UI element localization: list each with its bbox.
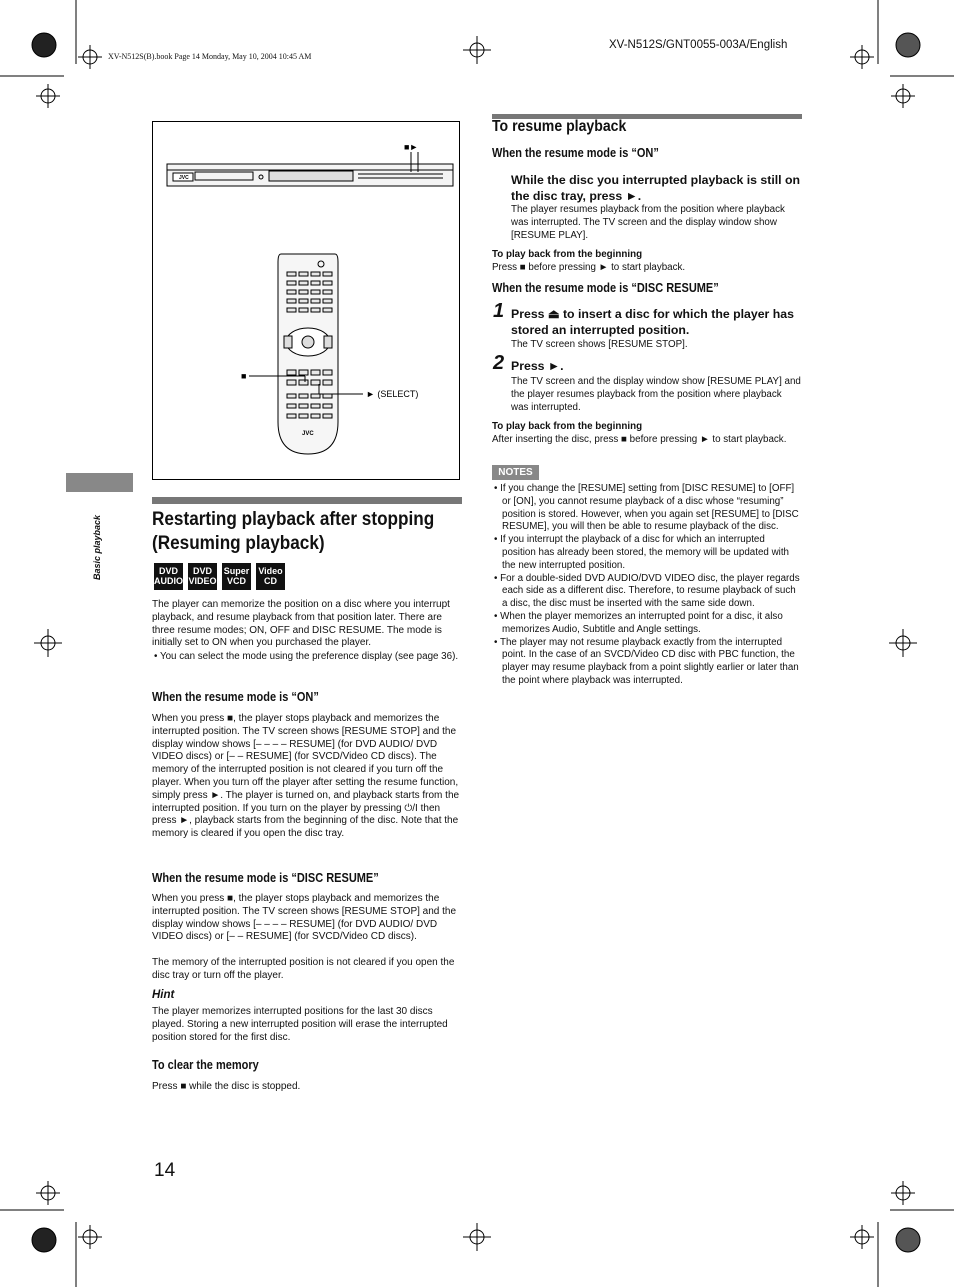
on-heading: When the resume mode is “ON” — [152, 690, 319, 704]
select-label: ► (SELECT) — [366, 389, 419, 399]
right-on-heading: When the resume mode is “ON” — [492, 146, 659, 160]
step-2-text: The TV screen and the display window show [RESUME PLAY] and the player resumes playback from the position where playback was interrupted. — [511, 376, 801, 413]
file-info: XV-N512S(B).book Page 14 Monday, May 10, 2004 10:45 AM — [108, 52, 312, 61]
note-item: • If you interrupt the playback of a disc for which an interrupted position has already been stored, the memory will be updated with the new interrupted position. — [494, 534, 789, 571]
stop-label: ■ — [241, 371, 247, 381]
begin-text-1: Press ■ before pressing ► to start playback. — [492, 262, 686, 273]
title-rule — [152, 497, 462, 504]
begin-label-1: To play back from the beginning — [492, 249, 643, 260]
disc-resume-text-2: The memory of the interrupted position is not cleared if you open the disc tray or turn off the player. — [152, 957, 455, 981]
hint-label: Hint — [152, 989, 175, 1001]
intro-text: The player can memorize the position on a disc where you interrupt playback, and resume playback from that position later. There are three resume modes; ON, OFF and DISC RESUME. The mode is initially set to ON when you purchased the player. — [152, 599, 450, 649]
step-2: Press ►. — [511, 359, 564, 373]
step-1-number: 1 — [493, 300, 505, 322]
dvd-video-icon: DVD VIDEO — [188, 563, 217, 590]
model-number: XV-N512S/GNT0055-003A/English — [609, 39, 788, 51]
hint-text: The player memorizes interrupted positions for the last 30 discs played. Storing a new interrupted position will erase the interrupted position stored for the first disc. — [152, 1006, 448, 1043]
clear-text: Press ■ while the disc is stopped. — [152, 1081, 301, 1092]
disc-resume-heading: When the resume mode is “DISC RESUME” — [152, 871, 379, 885]
video-cd-icon: Video CD — [256, 563, 285, 590]
note-item: • When the player memorizes an interrupted point for a disc, it also memorizes Audio, Subtitle and Angle settings. — [494, 610, 783, 635]
right-disc-heading: When the resume mode is “DISC RESUME” — [492, 281, 719, 295]
title-line-2: (Resuming playback) — [152, 532, 325, 554]
step-1-text: The TV screen shows [RESUME STOP]. — [511, 339, 688, 350]
notes-badge: NOTES — [492, 465, 539, 480]
begin-text-2: After inserting the disc, press ■ before pressing ► to start playback. — [492, 434, 787, 445]
on-step-text: The player resumes playback from the position where playback was interrupted. The TV screen and the display window show [RESUME PLAY]. — [511, 204, 785, 241]
begin-label-2: To play back from the beginning — [492, 421, 643, 432]
notes-list — [492, 483, 800, 688]
title-line-1: Restarting playback after stopping — [152, 508, 435, 530]
stop-play-label: ■► — [404, 142, 419, 152]
dvd-audio-icon: DVD AUDIO — [154, 563, 183, 590]
intro-bullet: • You can select the mode using the preference display (see page 36). — [154, 651, 459, 662]
note-item: • The player may not resume playback exactly from the interrupted point. In the case of an SVCD/Video CD disc with PBC function, the player may resume playback from a point slightly earlier or later than the point where playback was interrupted. — [494, 636, 799, 686]
on-step: While the disc you interrupted playback is still on the disc tray, press ►. — [511, 173, 801, 203]
on-text: When you press ■, the player stops playback and memorizes the interrupted position. The TV screen shows [RESUME STOP] and the display window shows [– – – – RESUME] (for DVD AUDIO/ DVD VIDEO discs) or [– – RESUME] (for SVCD/Video CD discs). The memory of the interrupted position is not cleared if you turn off the player. When you turn off the player after setting the resume function, simply press ►. The player is turned on, and playback starts from the interrupted position. If you turn on the player by pressing ⏻/I then press ►, playback starts from the beginning of the disc. Note that the memory is cleared if you open the disc tray. — [152, 713, 460, 840]
page-number: 14 — [154, 1160, 176, 1181]
svcd-icon: Super VCD — [222, 563, 251, 590]
step-2-number: 2 — [493, 352, 505, 374]
player-and-remote-drawing — [153, 122, 459, 479]
player-brand: JVC — [179, 175, 189, 181]
section-tab — [66, 473, 133, 492]
disc-resume-text-1: When you press ■, the player stops playback and memorizes the interrupted position. The TV screen shows [RESUME STOP] and the display window shows [– – – – RESUME] (for DVD AUDIO/ DVD VIDEO discs) or [– – RESUME] (for SVCD/Video CD discs). — [152, 893, 457, 943]
device-illustration — [152, 121, 460, 480]
note-item: • For a double-sided DVD AUDIO/DVD VIDEO disc, the player regards each side as a different disc. Therefore, to resume playback of such a disc, the disc must be inserted with the same side down. — [494, 572, 800, 610]
section-title — [152, 507, 512, 555]
resume-title: To resume playback — [492, 118, 627, 135]
side-label: Basic playback — [92, 514, 102, 580]
note-item: • If you change the [RESUME] setting from [DISC RESUME] to [OFF] or [ON], you cannot resume playback of a disc whose “resuming” position is stored. However, when you again set [RESUME] to [DISC RESUME], you will then be able to resume playback of the disc. — [494, 483, 799, 533]
clear-heading: To clear the memory — [152, 1058, 259, 1072]
remote-brand: JVC — [302, 431, 314, 437]
step-1: Press ⏏ to insert a disc for which the player has stored an interrupted position. — [511, 307, 794, 337]
